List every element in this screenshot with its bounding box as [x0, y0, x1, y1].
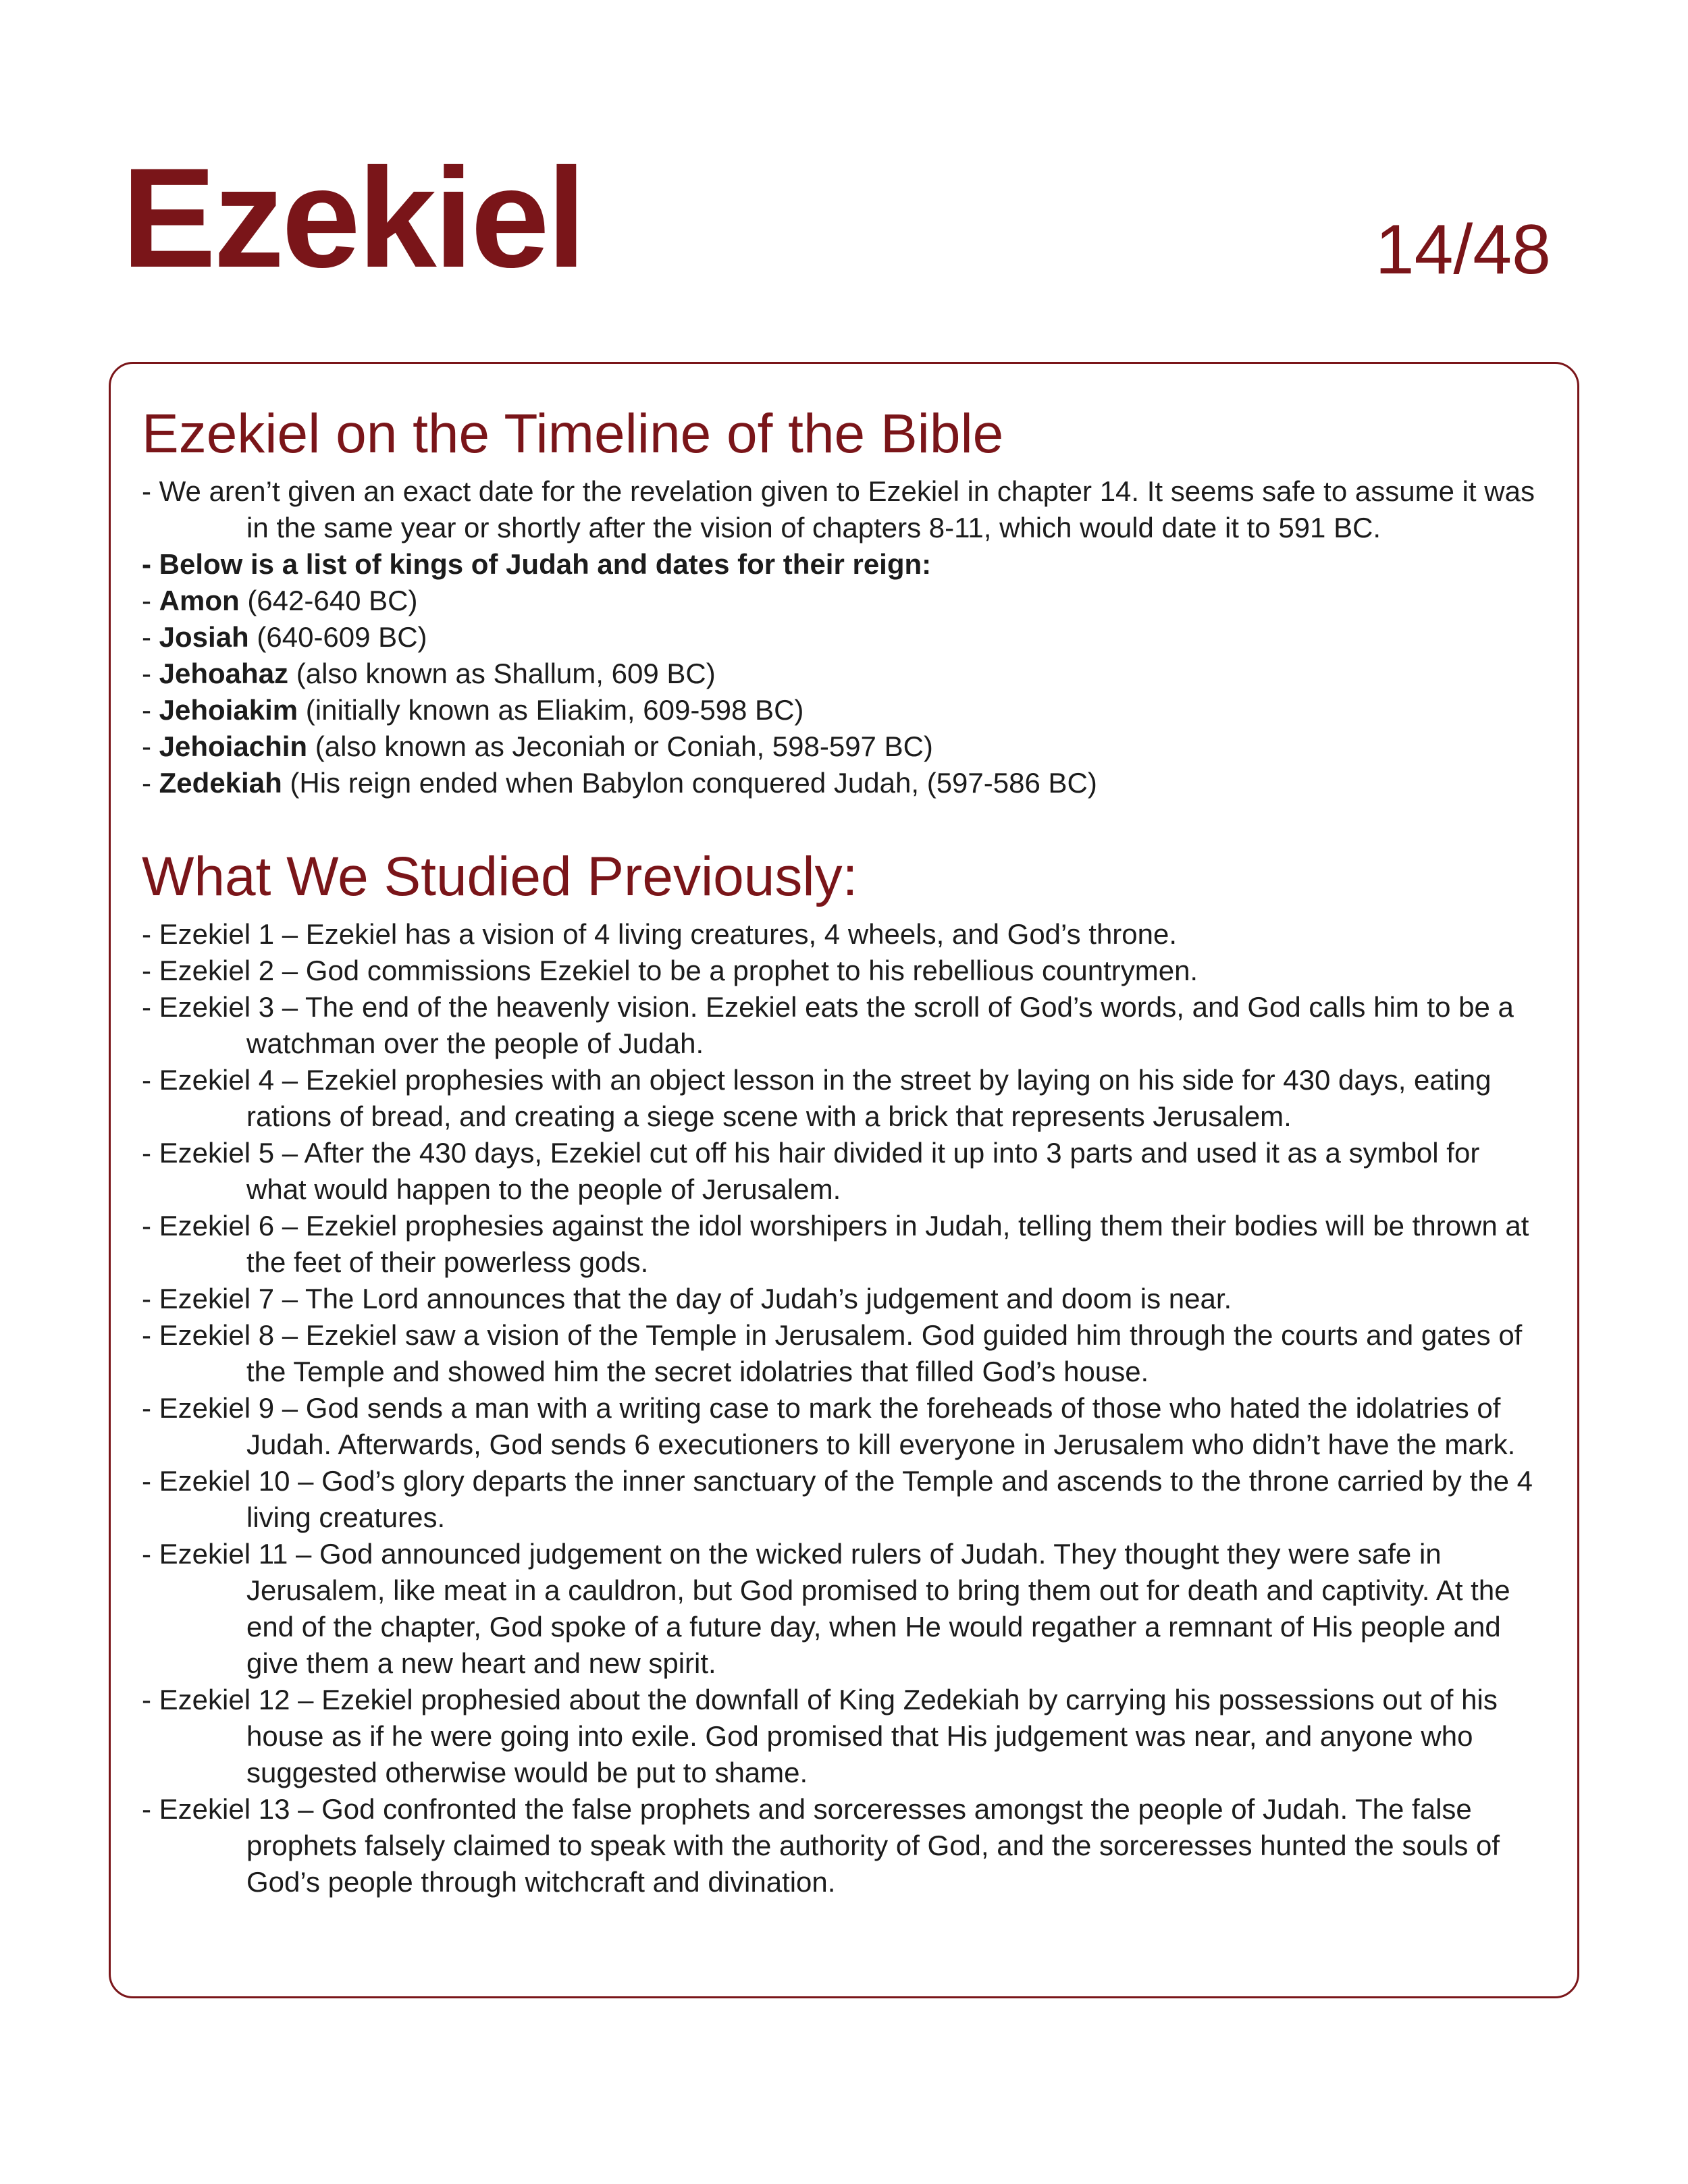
page-number: 14/48	[1375, 211, 1551, 289]
king-name: Amon	[159, 585, 240, 616]
king-prefix: -	[142, 694, 159, 726]
king-detail: (His reign ended when Babylon conquered Judah, (597-586 BC)	[282, 767, 1097, 799]
king-name: Jehoiakim	[159, 694, 298, 726]
chapter-summary: - Ezekiel 1 – Ezekiel has a vision of 4 living creatures, 4 wheels, and God’s throne.	[142, 918, 1178, 950]
king-item	[142, 728, 1544, 765]
king-name: Josiah	[159, 621, 249, 653]
king-item	[142, 765, 1544, 801]
chapter-summary: - Ezekiel 11 – God announced judgement on the wicked rulers of Judah. They thought they were safe in Jerusalem, like meat in a cauldron, but God promised to bring them out for death and captivity. At the end of the chapter, God spoke of a future day, when He would regather a remnant of His people and give them a new heart and new spirit.	[142, 1538, 1510, 1679]
king-detail: (initially known as Eliakim, 609-598 BC)	[298, 694, 804, 726]
king-prefix: -	[142, 658, 159, 689]
kings-list-heading: - Below is a list of kings of Judah and dates for their reign:	[142, 548, 932, 580]
king-item	[142, 583, 1544, 619]
chapter-summary: - Ezekiel 9 – God sends a man with a writing case to mark the foreheads of those who hated the idolatries of Judah. Afterwards, God sends 6 executioners to kill everyone in Jerusalem who didn’t have the mark.	[142, 1392, 1516, 1460]
chapter-summary: - Ezekiel 8 – Ezekiel saw a vision of the Temple in Jerusalem. God guided him through the courts and gates of the Temple and showed him the secret idolatries that filled God’s house.	[142, 1319, 1523, 1387]
king-prefix: -	[142, 767, 159, 799]
chapter-summary: - Ezekiel 7 – The Lord announces that the day of Judah’s judgement and doom is near.	[142, 1283, 1232, 1314]
king-name: Jehoahaz	[159, 658, 289, 689]
king-detail: (also known as Shallum, 609 BC)	[288, 658, 716, 689]
content-box	[109, 362, 1579, 1998]
chapter-summary: - Ezekiel 3 – The end of the heavenly vision. Ezekiel eats the scroll of God’s words, and God calls him to be a watchman over the people of Judah.	[142, 991, 1514, 1059]
chapter-summary: - Ezekiel 6 – Ezekiel prophesies against the idol worshipers in Judah, telling them their bodies will be thrown at the feet of their powerless gods.	[142, 1210, 1529, 1278]
previous-heading: What We Studied Previously:	[142, 846, 858, 907]
king-name: Zedekiah	[159, 767, 282, 799]
king-prefix: -	[142, 730, 159, 762]
timeline-heading: Ezekiel on the Timeline of the Bible	[142, 403, 1004, 464]
king-detail: (also known as Jeconiah or Coniah, 598-597 BC)	[307, 730, 933, 762]
king-name: Jehoiachin	[159, 730, 308, 762]
king-item	[142, 656, 1544, 692]
king-detail: (642-640 BC)	[239, 585, 418, 616]
king-item	[142, 692, 1544, 728]
chapter-summary: - Ezekiel 4 – Ezekiel prophesies with an object lesson in the street by laying on his side for 430 days, eating rations of bread, and creating a siege scene with a brick that represents Jerusalem.	[142, 1064, 1492, 1132]
timeline-list	[142, 473, 1544, 801]
previous-list	[142, 916, 1544, 1900]
page-title: Ezekiel	[122, 138, 584, 297]
king-prefix: -	[142, 621, 159, 653]
king-prefix: -	[142, 585, 159, 616]
chapter-summary: - Ezekiel 13 – God confronted the false prophets and sorceresses amongst the people of Judah. The false prophets falsely claimed to speak with the authority of God, and the sorceresses hunted the souls of God’s people through witchcraft and divination.	[142, 1793, 1500, 1898]
timeline-intro: - We aren’t given an exact date for the revelation given to Ezekiel in chapter 14. It seems safe to assume it was in the same year or shortly after the vision of chapters 8-11, which would date it to 591 BC.	[142, 475, 1535, 543]
chapter-summary: - Ezekiel 5 – After the 430 days, Ezekiel cut off his hair divided it up into 3 parts and used it as a symbol for what would happen to the people of Jerusalem.	[142, 1137, 1480, 1205]
chapter-summary: - Ezekiel 12 – Ezekiel prophesied about the downfall of King Zedekiah by carrying his possessions out of his house as if he were going into exile. God promised that His judgement was near, and anyone who suggested otherwise would be put to shame.	[142, 1684, 1498, 1788]
king-detail: (640-609 BC)	[248, 621, 427, 653]
chapter-summary: - Ezekiel 2 – God commissions Ezekiel to be a prophet to his rebellious countrymen.	[142, 955, 1198, 986]
chapter-summary: - Ezekiel 10 – God’s glory departs the inner sanctuary of the Temple and ascends to the throne carried by the 4 living creatures.	[142, 1465, 1533, 1533]
king-item	[142, 619, 1544, 656]
